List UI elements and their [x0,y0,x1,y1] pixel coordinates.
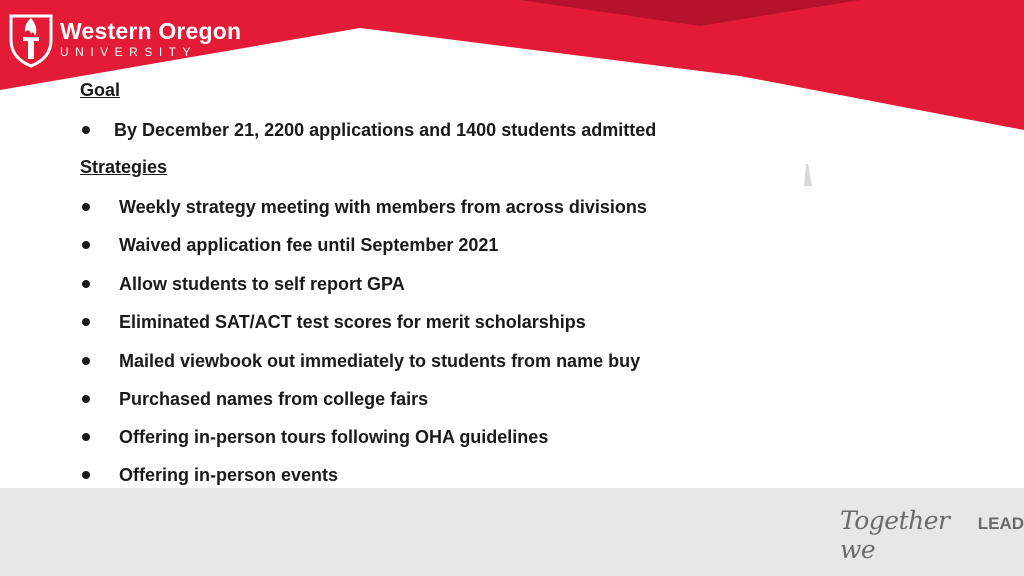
strategy-item [80,387,428,411]
tagline-script: Together we [840,506,950,564]
bullet-icon [82,241,90,249]
goal-heading: Goal [80,80,121,100]
bullet-icon [82,280,90,288]
bullet-icon [82,395,90,403]
strategy-item [80,310,586,334]
strategy-item-text: Mailed viewbook out immediately to students from name buy [119,350,641,371]
goal-item [80,118,656,142]
bullet-icon [82,471,90,479]
strategy-item [80,195,647,219]
university-name: Western Oregon [60,18,242,44]
bullet-icon [82,433,90,441]
strategy-item [80,349,640,373]
strategy-item-text: Weekly strategy meeting with members from across divisions [119,196,647,217]
tagline [840,506,1024,564]
strategy-item-text: Offering in-person tours following OHA guidelines [119,426,549,447]
tagline-lead: LEAD [977,514,1024,533]
strategy-item-text: Offering in-person events [119,464,339,485]
decorative-mark [804,164,812,186]
strategy-item-text: Allow students to self report GPA [119,273,405,294]
strategy-item-text: Eliminated SAT/ACT test scores for merit scholarships [119,311,586,332]
strategy-item-text: Waived application fee until September 2021 [119,234,499,255]
bullet-icon [82,357,90,365]
strategies-heading: Strategies [80,157,168,177]
torch-shield-icon [8,10,54,68]
strategy-item [80,272,405,296]
goal-item-text: By December 21, 2200 applications and 1400 students admitted [114,119,657,140]
strategy-item [80,463,338,487]
bullet-icon [82,126,90,134]
bullet-icon [82,318,90,326]
university-logo [8,10,241,68]
bullet-icon [82,203,90,211]
university-subtitle: UNIVERSITY [60,45,198,59]
strategy-item [80,425,548,449]
strategy-item-text: Purchased names from college fairs [119,388,429,409]
strategy-item [80,233,498,257]
